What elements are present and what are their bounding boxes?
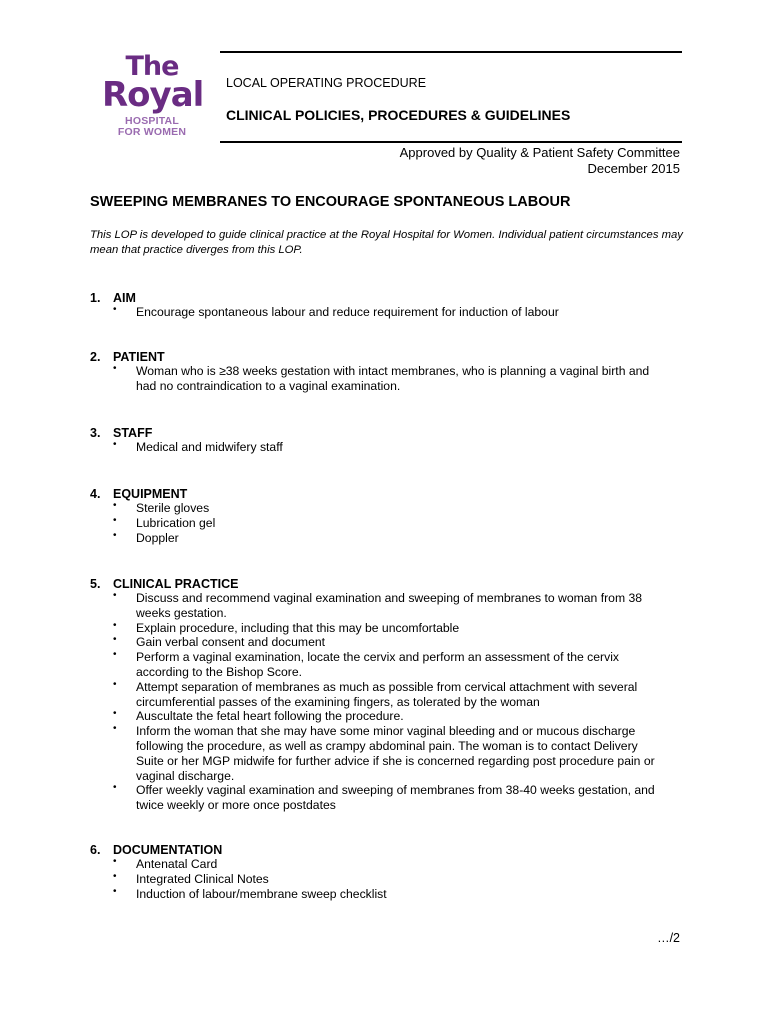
section-number: 4. <box>90 487 101 501</box>
logo-for-women: FOR WOMEN <box>117 126 187 138</box>
section-number: 2. <box>90 350 101 364</box>
section-equipment <box>90 487 690 545</box>
section-title: AIM <box>113 291 136 305</box>
logo-the: The <box>125 51 179 82</box>
list-item: • Doppler <box>113 529 179 545</box>
section-staff <box>90 426 690 455</box>
list-item: • Gain verbal consent and document <box>113 634 326 650</box>
section-title: DOCUMENTATION <box>113 843 223 857</box>
section-heading <box>90 350 690 364</box>
list-item: • Perform a vaginal examination, locate the cervix and perform an assessment of the cervix according to the Bishop Score. <box>113 649 619 679</box>
bullet-icon: • <box>113 590 117 601</box>
section-patient <box>90 350 690 394</box>
section-title: STAFF <box>113 426 153 440</box>
hospital-logo <box>102 51 204 138</box>
bullet-icon: • <box>113 619 117 631</box>
bullet-icon: • <box>113 514 117 526</box>
list-item: • Auscultate the fetal heart following the procedure. <box>113 708 404 724</box>
section-clinical-practice <box>90 577 690 813</box>
document-category: CLINICAL POLICIES, PROCEDURES & GUIDELINES <box>226 107 571 123</box>
list-item: • Inform the woman that she may have some minor vaginal bleeding and or mucous discharge following the procedure, as well as crampy abdominal pain. The woman is to contact Delivery Suite or her MGP midwife for further advice if she is concerned regarding post procedure pain or vaginal discharge. <box>113 723 655 783</box>
list-item: • Explain procedure, including that this may be uncomfortable <box>113 619 460 635</box>
list-item: • Offer weekly vaginal examination and sweeping of membranes from 38-40 weeks gestation, and twice weekly or more once postdates <box>113 782 655 813</box>
bullet-icon: • <box>113 529 117 541</box>
bullet-icon: • <box>113 500 117 511</box>
bullet-icon: • <box>113 870 117 882</box>
page-continuation: …/2 <box>657 931 680 945</box>
section-heading <box>90 843 690 857</box>
section-number: 3. <box>90 426 101 440</box>
section-heading <box>90 426 690 440</box>
approval-date: December 2015 <box>587 161 680 176</box>
list-item: • Medical and midwifery staff <box>113 439 283 454</box>
bullet-icon: • <box>113 363 117 374</box>
intro-paragraph: This LOP is developed to guide clinical practice at the Royal Hospital for Women. Individual patient circumstances may mean that practice diverges from this LOP. <box>90 229 683 256</box>
section-number: 5. <box>90 577 101 591</box>
section-heading <box>90 487 690 501</box>
section-number: 6. <box>90 843 101 857</box>
bullet-icon: • <box>113 439 117 450</box>
section-number: 1. <box>90 291 101 305</box>
bullet-icon: • <box>113 885 117 897</box>
bullet-icon: • <box>113 678 117 690</box>
logo-royal: Royal <box>102 75 204 115</box>
section-title: PATIENT <box>113 350 165 364</box>
approved-by: Approved by Quality & Patient Safety Committee <box>399 145 680 160</box>
list-item: • Encourage spontaneous labour and reduce requirement for induction of labour <box>113 304 559 319</box>
section-documentation <box>90 843 690 901</box>
approval-block <box>400 145 680 177</box>
list-item: • Sterile gloves <box>113 500 210 515</box>
list-item: • Woman who is ≥38 weeks gestation with intact membranes, who is planning a vaginal birth and had no contraindication to a vaginal examination. <box>113 363 650 393</box>
section-heading <box>90 577 690 591</box>
list-item: • Lubrication gel <box>113 514 216 530</box>
list-item: • Discuss and recommend vaginal examination and sweeping of membranes to woman from 38 weeks gestation. <box>113 590 643 620</box>
list-item: • Integrated Clinical Notes <box>113 870 269 886</box>
section-title: EQUIPMENT <box>113 487 188 501</box>
list-item: • Induction of labour/membrane sweep checklist <box>113 885 387 901</box>
bullet-icon: • <box>113 649 117 661</box>
bullet-icon: • <box>113 782 117 794</box>
section-title: CLINICAL PRACTICE <box>113 577 239 591</box>
document-title: SWEEPING MEMBRANES TO ENCOURAGE SPONTANEOUS LABOUR <box>90 194 571 210</box>
header-top-rule <box>220 51 682 53</box>
header-bottom-rule <box>220 141 682 143</box>
procedure-type: LOCAL OPERATING PROCEDURE <box>226 76 427 90</box>
bullet-icon: • <box>113 304 117 315</box>
bullet-icon: • <box>113 723 117 735</box>
list-item: • Antenatal Card <box>113 856 218 871</box>
logo-hospital: HOSPITAL <box>125 115 179 127</box>
section-aim <box>90 291 690 320</box>
list-item: • Attempt separation of membranes as much as possible from cervical attachment with several circumferential passes of the examining fingers, as tolerated by the woman <box>113 678 638 709</box>
section-heading <box>90 291 690 305</box>
bullet-icon: • <box>113 634 117 646</box>
bullet-icon: • <box>113 708 117 720</box>
bullet-icon: • <box>113 856 117 867</box>
